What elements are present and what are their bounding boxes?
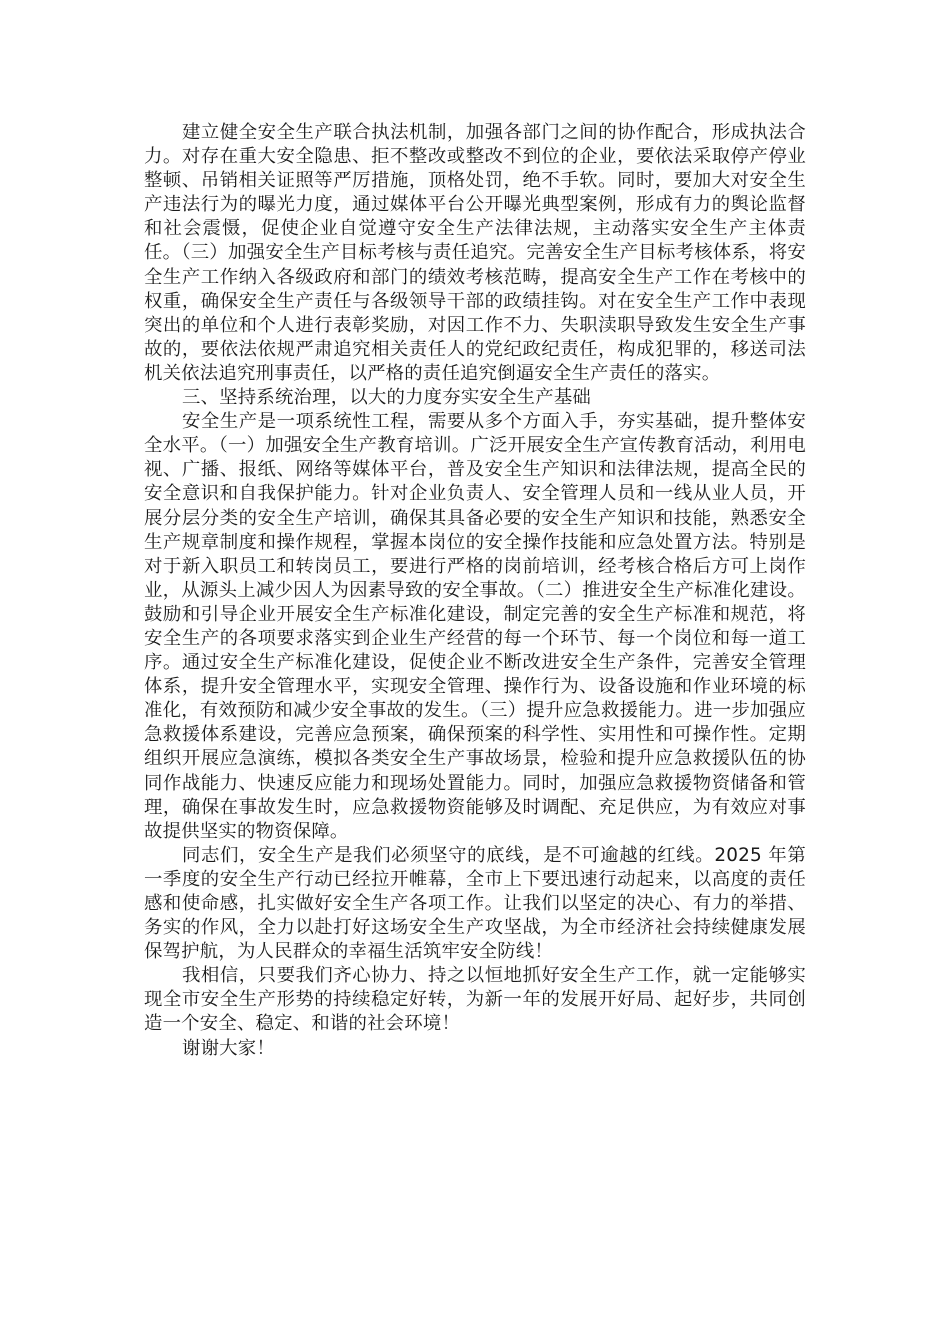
paragraph-closing: 谢谢大家！ [182, 1037, 275, 1059]
paragraph-enforcement: 建立健全安全生产联合执法机制，加强各部门之间的协作配合，形成执法合力。对存在重大安全隐患、拒不整改或整改不到位的企业，要依法采取停产停业整顿、吊销相关证照等严厉措施，顶格处罚，绝不手软。同时，要加大对安全生产违法行为的曝光力度，通过媒体平台公开曝光典型案例，形成有力的舆论监督和社会震慑，促使企业自觉遵守安全生产法律法规，主动落实安全生产主体责任。（三）加强安全生产目标考核与责任追究。完善安全生产目标考核体系，将安全生产工作纳入各级政府和部门的绩效考核范畴，提高安全生产工作在考核中的权重，确保安全生产责任与各级领导干部的政绩挂钩。对在安全生产工作中表现突出的单位和个人进行表彰奖励，对因工作不力、失职渎职导致发生安全生产事故的，要依法依规严肃追究相关责任人的党纪政纪责任，构成犯罪的，移送司法机关依法追究刑事责任，以严格的责任追究倒逼安全生产责任的落实。 [144, 122, 806, 384]
document-page [144, 121, 806, 1061]
paragraph-confidence: 我相信，只要我们齐心协力、持之以恒地抓好安全生产工作，就一定能够实现全市安全生产形势的持续稳定好转，为新一年的发展开好局、起好步，共同创造一个安全、稳定、和谐的社会环境！ [144, 965, 806, 1035]
paragraph-call-to-action: 同志们，安全生产是我们必须坚守的底线，是不可逾越的红线。2025 年第一季度的安全生产行动已经拉开帷幕，全市上下要迅速行动起来，以高度的责任感和使命感，扎实做好安全生产各项工作。让我们以坚定的决心、有力的举措、务实的作风，全力以赴打好这场安全生产攻坚战，为全市经济社会持续健康发展保驾护航，为人民群众的幸福生活筑牢安全防线！ [144, 844, 806, 963]
section-heading-systematic-governance: 三、坚持系统治理，以大的力度夯实安全生产基础 [182, 387, 591, 409]
paragraph-foundation: 安全生产是一项系统性工程，需要从多个方面入手，夯实基础，提升整体安全水平。（一）加强安全生产教育培训。广泛开展安全生产宣传教育活动，利用电视、广播、报纸、网络等媒体平台，普及安全生产知识和法律法规，提高全民的安全意识和自我保护能力。针对企业负责人、安全管理人员和一线从业人员，开展分层分类的安全生产培训，确保其具备必要的安全生产知识和技能，熟悉安全生产规章制度和操作规程，掌握本岗位的安全操作技能和应急处置方法。特别是对于新入职员工和转岗员工，要进行严格的岗前培训，经考核合格后方可上岗作业，从源头上减少因人为因素导致的安全事故。（二）推进安全生产标准化建设。鼓励和引导企业开展安全生产标准化建设，制定完善的安全生产标准和规范，将安全生产的各项要求落实到企业生产经营的每一个环节、每一个岗位和每一道工序。通过安全生产标准化建设，促使企业不断改进安全生产条件，完善安全管理体系，提升安全管理水平，实现安全管理、操作行为、设备设施和作业环境的标准化，有效预防和减少安全事故的发生。（三）提升应急救援能力。进一步加强应急救援体系建设，完善应急预案，确保预案的科学性、实用性和可操作性。定期组织开展应急演练，模拟各类安全生产事故场景，检验和提升应急救援队伍的协同作战能力、快速反应能力和现场处置能力。同时，加强应急救援物资储备和管理，确保在事故发生时，应急救援物资能够及时调配、充足供应，为有效应对事故提供坚实的物资保障。 [144, 411, 806, 842]
